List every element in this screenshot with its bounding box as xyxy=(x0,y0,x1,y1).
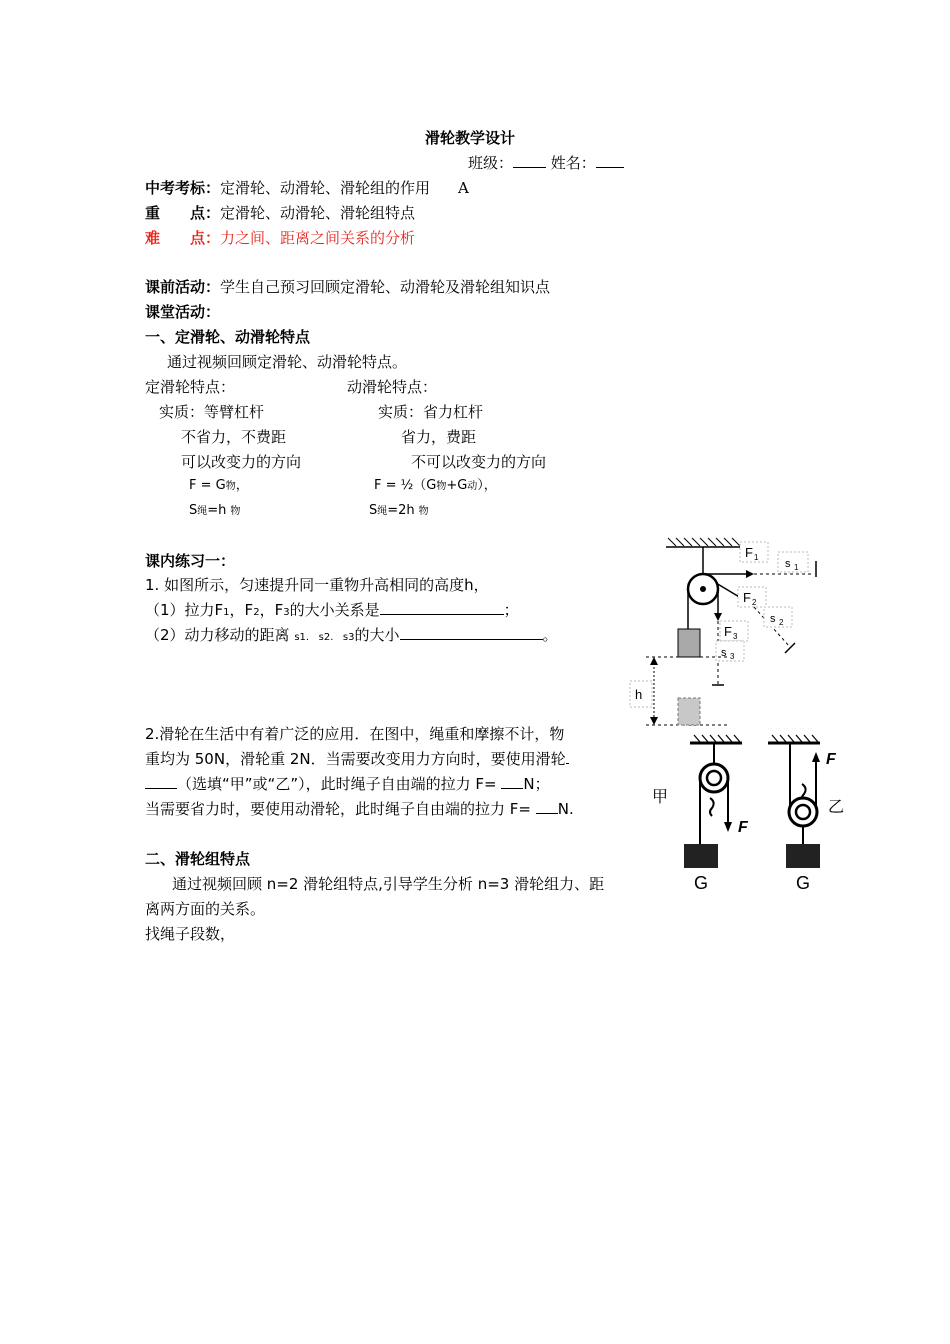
question-2-line-1: 2.滑轮在生活中有着广泛的应用．在图中，绳重和摩擦不计，物 xyxy=(145,725,565,743)
answer-blank-2c[interactable] xyxy=(536,799,558,814)
svg-text:s: s xyxy=(721,647,727,659)
exercise-heading: 课内练习一： xyxy=(145,552,236,570)
standard-text: 定滑轮、动滑轮、滑轮组的作用 xyxy=(220,179,431,197)
section2-heading: 二、滑轮组特点 xyxy=(145,850,251,868)
pre-class-text: 学生自己预习回顾定滑轮、动滑轮及滑轮组知识点 xyxy=(220,278,551,296)
answer-blank-1b[interactable] xyxy=(400,625,543,640)
answer-blank-1a[interactable] xyxy=(380,600,504,615)
movable-distance-formula: S绳=2h 物 xyxy=(369,503,429,518)
standard-level: A xyxy=(458,179,469,197)
movable-pulley-title: 动滑轮特点： xyxy=(347,378,438,396)
difficulty-label: 难 点： xyxy=(145,229,221,247)
fixed-feature-1: 不省力，不费距 xyxy=(181,428,287,446)
label-jia: 甲 xyxy=(652,789,669,806)
key-point-line xyxy=(145,203,415,223)
key-point-text: 定滑轮、动滑轮、滑轮组特点 xyxy=(220,204,416,222)
svg-text:2: 2 xyxy=(752,598,757,607)
figure-fixed-pulley-diagram xyxy=(628,535,828,730)
figure-pulley-jia-yi xyxy=(650,734,850,894)
svg-text:F: F xyxy=(743,590,751,605)
svg-text:h: h xyxy=(635,687,643,702)
label-F-yi: F xyxy=(826,751,836,768)
movable-essence: 实质：省力杠杆 xyxy=(378,403,484,421)
difficulty-line xyxy=(145,228,415,248)
fixed-force-formula: F = G物， xyxy=(189,478,249,493)
pre-class-line xyxy=(145,277,550,297)
section2-text-3: 找绳子段数， xyxy=(145,925,236,943)
section2-text-2: 离两方面的关系。 xyxy=(145,900,266,918)
svg-text:s: s xyxy=(770,613,776,625)
movable-feature-1: 省力，费距 xyxy=(401,428,477,446)
fixed-essence: 实质：等臂杠杆 xyxy=(159,403,265,421)
class-blank[interactable] xyxy=(513,153,546,168)
label-G-jia: G xyxy=(694,873,709,893)
svg-text:s: s xyxy=(785,558,791,570)
question-1b: （2）动力移动的距离 s1. s2. s3的大小 。 xyxy=(145,626,558,644)
svg-text:1: 1 xyxy=(794,563,799,572)
page-title: 滑轮教学设计 xyxy=(425,129,516,147)
fixed-feature-2: 可以改变力的方向 xyxy=(181,453,302,471)
key-point-label: 重 点： xyxy=(145,204,221,222)
standard-label: 中考考标： xyxy=(145,179,221,197)
question-1a: （1）拉力F1，F2，F3的大小关系是 ； xyxy=(145,601,519,619)
section1-intro: 通过视频回顾定滑轮、动滑轮特点。 xyxy=(167,353,408,371)
svg-text:1: 1 xyxy=(754,553,759,562)
name-blank[interactable] xyxy=(596,153,624,168)
class-name-line xyxy=(468,153,624,173)
svg-text:3: 3 xyxy=(733,632,738,641)
pre-class-label: 课前活动： xyxy=(145,278,221,296)
fixed-pulley-title: 定滑轮特点： xyxy=(145,378,236,396)
section1-heading: 一、定滑轮、动滑轮特点 xyxy=(145,328,311,346)
label-F-jia: F xyxy=(738,819,748,836)
name-label: 姓名： xyxy=(550,154,596,172)
difficulty-text: 力之间、距离之间关系的分析 xyxy=(220,229,416,247)
answer-blank-2a[interactable] xyxy=(145,774,177,789)
movable-force-formula: F = ½（G物+G动）， xyxy=(374,478,497,493)
answer-blank-2b[interactable] xyxy=(501,774,523,789)
svg-text:3: 3 xyxy=(730,652,735,661)
fixed-distance-formula: S绳=h 物 xyxy=(189,503,241,518)
label-G-yi: G xyxy=(796,873,811,893)
svg-text:2: 2 xyxy=(779,618,784,627)
in-class-label: 课堂活动： xyxy=(145,303,221,321)
label-yi: 乙 xyxy=(828,799,845,816)
question-2-line-2: 重均为 50N，滑轮重 2N．当需要改变用力方向时，要使用滑轮 xyxy=(145,749,569,769)
class-label: 班级： xyxy=(468,154,514,172)
section2-text-1: 通过视频回顾 n=2 滑轮组特点,引导学生分析 n=3 滑轮组力、距 xyxy=(172,875,605,893)
svg-text:F: F xyxy=(724,624,732,639)
standard-line xyxy=(145,178,469,198)
svg-text:F: F xyxy=(745,545,753,560)
question-1: 1. 如图所示，匀速提升同一重物升高相同的高度h， xyxy=(145,576,489,594)
movable-feature-2: 不可以改变力的方向 xyxy=(411,453,547,471)
question-2-line-4: 当需要省力时，要使用动滑轮，此时绳子自由端的拉力 F= N. xyxy=(145,800,574,818)
question-2-line-3: （选填“甲”或“乙”），此时绳子自由端的拉力 F= N； xyxy=(145,774,550,794)
